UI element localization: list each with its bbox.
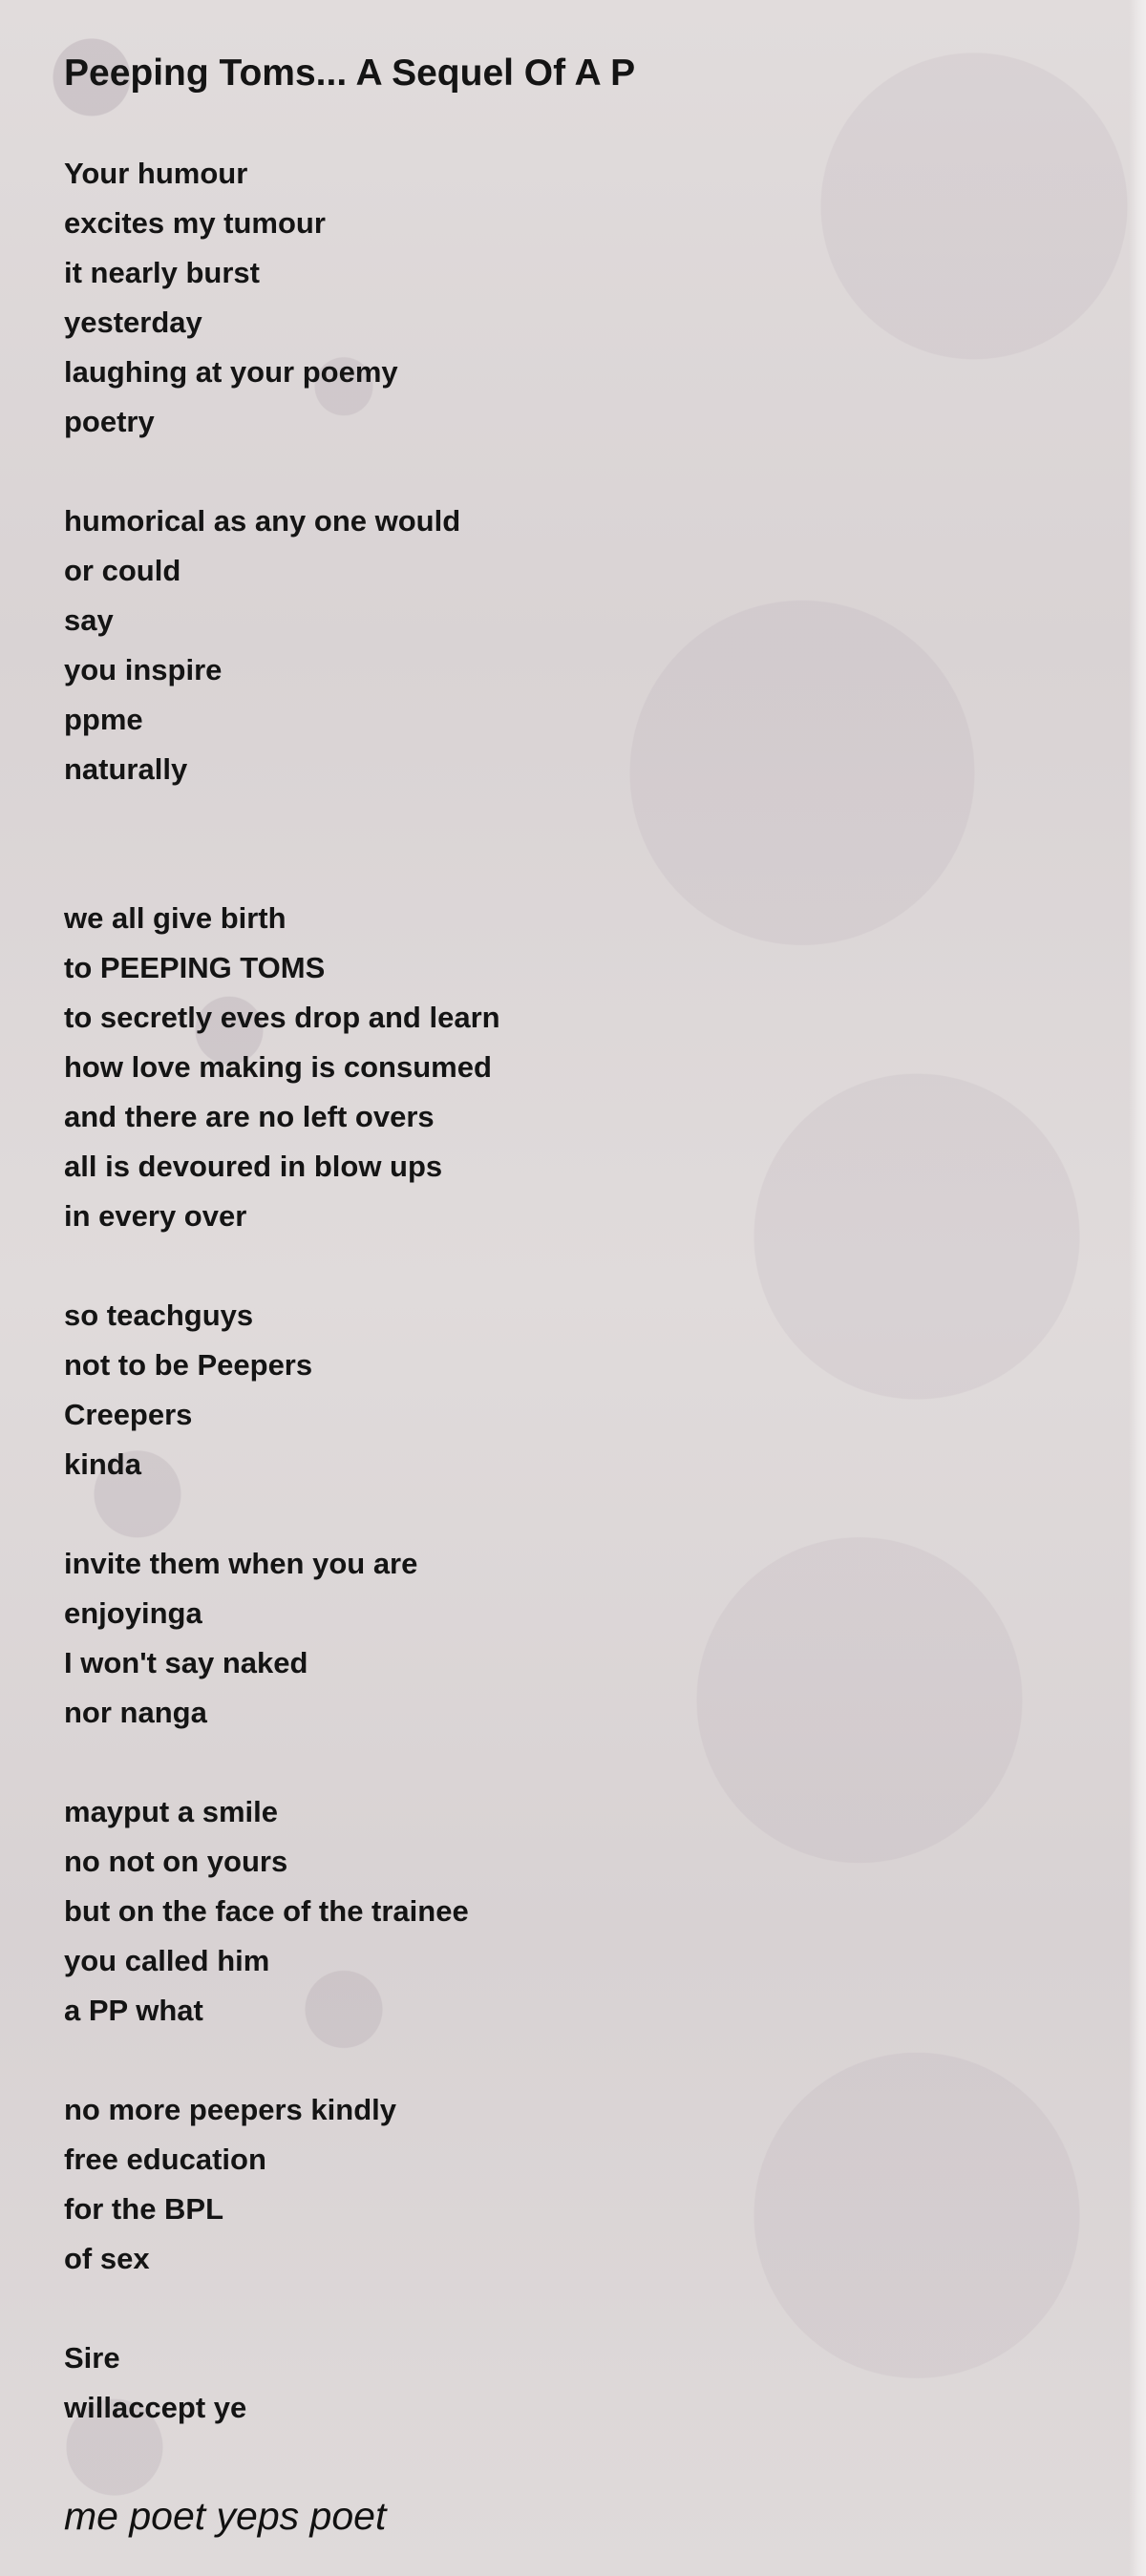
poem-line: excites my tumour xyxy=(64,206,326,240)
poem-line: or could xyxy=(64,554,181,587)
stanza-break xyxy=(64,1489,1076,1539)
poem-line: kinda xyxy=(64,1447,141,1481)
poem-line: Your humour xyxy=(64,157,248,190)
poem-line: we all give birth xyxy=(64,901,286,935)
poem-line: invite them when you are xyxy=(64,1547,418,1580)
poem-line: it nearly burst xyxy=(64,256,260,289)
poem-line: no more peepers kindly xyxy=(64,2093,396,2126)
poem-line: humorical as any one would xyxy=(64,504,461,538)
poem-line: not to be Peepers xyxy=(64,1348,313,1382)
stanza-break xyxy=(64,1241,1076,1291)
poem-line: willaccept ye xyxy=(64,2391,247,2424)
stanza-6 xyxy=(64,1787,1076,2036)
poem-line: but on the face of the trainee xyxy=(64,1894,469,1928)
poem-line: poetry xyxy=(64,405,155,438)
poem-line: all is devoured in blow ups xyxy=(64,1150,443,1183)
stanza-break xyxy=(64,2036,1076,2085)
poem-line: free education xyxy=(64,2143,266,2176)
poem-line: say xyxy=(64,603,114,637)
poem-line: nor nanga xyxy=(64,1696,207,1729)
poem-line: and there are no left overs xyxy=(64,1100,435,1133)
poem-line: laughing at your poemy xyxy=(64,355,398,389)
stanza-break xyxy=(64,794,1076,894)
poem-line: you called him xyxy=(64,1944,270,1977)
stanza-1 xyxy=(64,149,1076,447)
poem-line: no not on yours xyxy=(64,1845,288,1878)
poem-line: enjoyinga xyxy=(64,1596,202,1630)
stanza-3 xyxy=(64,894,1076,1241)
poet-name: me poet yeps poet xyxy=(64,2494,387,2538)
stanza-7 xyxy=(64,2085,1076,2284)
poem-line: so teachguys xyxy=(64,1299,254,1332)
poem-line: Sire xyxy=(64,2341,120,2375)
poem-line: mayput a smile xyxy=(64,1795,278,1828)
poem-line: in every over xyxy=(64,1199,247,1233)
poem-container xyxy=(64,48,1076,2542)
poem-line: how love making is consumed xyxy=(64,1050,492,1084)
stanza-5 xyxy=(64,1539,1076,1738)
stanza-4 xyxy=(64,1291,1076,1489)
poem-line: a PP what xyxy=(64,1994,203,2027)
poem-line: to secretly eves drop and learn xyxy=(64,1001,500,1034)
stanza-2 xyxy=(64,496,1076,794)
poem-line: you inspire xyxy=(64,653,223,686)
stanza-break xyxy=(64,1738,1076,1787)
poem-line: of sex xyxy=(64,2242,150,2275)
stanza-break xyxy=(64,2284,1076,2333)
poem-line: ppme xyxy=(64,703,143,736)
poem-line: for the BPL xyxy=(64,2192,224,2226)
poem-line: I won't say naked xyxy=(64,1646,308,1679)
stanza-break xyxy=(64,447,1076,496)
stanza-8 xyxy=(64,2333,1076,2433)
poem-line: to PEEPING TOMS xyxy=(64,951,326,984)
poem-title: Peeping Toms... A Sequel Of A P xyxy=(64,53,636,94)
poem-line: naturally xyxy=(64,752,188,786)
poem-line: yesterday xyxy=(64,306,202,339)
poem-line: Creepers xyxy=(64,1398,193,1431)
page-edge-decoration xyxy=(1129,0,1146,2576)
